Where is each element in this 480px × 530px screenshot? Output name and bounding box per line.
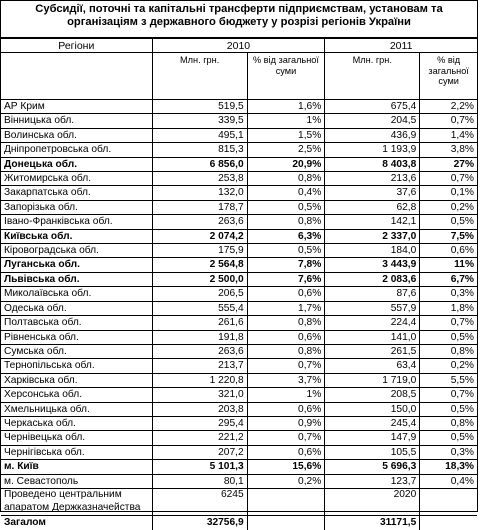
pct-2010-cell: 0,9%: [247, 416, 325, 430]
region-cell: Дніпропетровська обл.: [1, 143, 152, 157]
region-cell: Кіровоградська обл.: [1, 244, 152, 258]
header-year-2010: 2010: [152, 39, 325, 53]
pct-2010-cell: 7,8%: [247, 258, 325, 272]
pct-2011-cell: 0,7%: [420, 172, 477, 186]
value-2011-cell: 105,5: [325, 445, 420, 459]
total-pct-2010: [247, 515, 325, 530]
table-row: [1, 330, 477, 344]
table-row: [1, 143, 477, 157]
value-2010-cell: 207,2: [152, 445, 247, 459]
header-regions: Регіони: [1, 39, 152, 53]
value-2010-cell: 263,6: [152, 344, 247, 358]
pct-2011-cell: 0,3%: [420, 445, 477, 459]
table-row: [1, 316, 477, 330]
value-2010-cell: 1 220,8: [152, 373, 247, 387]
total-value-2010: 32756,9: [152, 515, 247, 530]
total-value-2011: 31171,5: [325, 515, 420, 530]
region-cell: Миколаївська обл.: [1, 287, 152, 301]
total-row: [1, 515, 477, 530]
value-2011-cell: 1 719,0: [325, 373, 420, 387]
value-2010-cell: 321,0: [152, 388, 247, 402]
table-row: [1, 186, 477, 200]
value-2011-cell: 147,9: [325, 431, 420, 445]
region-cell: м. Севастополь: [1, 474, 152, 488]
region-cell: Сумська обл.: [1, 344, 152, 358]
table-row: [1, 128, 477, 142]
pct-2010-cell: 0,7%: [247, 359, 325, 373]
region-cell: Рівненська обл.: [1, 330, 152, 344]
table-footer: [1, 488, 477, 530]
pct-2011-cell: 3,8%: [420, 143, 477, 157]
region-cell: Вінницька обл.: [1, 114, 152, 128]
value-2011-cell: 261,5: [325, 344, 420, 358]
value-2011-cell: 184,0: [325, 244, 420, 258]
header-regions-empty: [1, 53, 152, 100]
header-mln-2011: Млн. грн.: [325, 53, 420, 100]
table-row: [1, 114, 477, 128]
table-row: [1, 402, 477, 416]
header-row-units: [1, 53, 477, 100]
table-row: [1, 416, 477, 430]
pct-2010-cell: 7,6%: [247, 272, 325, 286]
pct-2011-cell: 0,1%: [420, 186, 477, 200]
table-row: [1, 373, 477, 387]
value-2010-cell: 80,1: [152, 474, 247, 488]
treasury-value-2011: 2020: [325, 488, 420, 515]
pct-2010-cell: 0,6%: [247, 445, 325, 459]
header-pct-2010: % від загальної суми: [247, 53, 325, 100]
value-2011-cell: 8 403,8: [325, 157, 420, 171]
treasury-row: [1, 488, 477, 515]
value-2010-cell: 213,7: [152, 359, 247, 373]
pct-2011-cell: 0,3%: [420, 287, 477, 301]
value-2011-cell: 204,5: [325, 114, 420, 128]
table-row: [1, 215, 477, 229]
region-cell: Львівська обл.: [1, 272, 152, 286]
value-2010-cell: 263,6: [152, 215, 247, 229]
table-row: [1, 287, 477, 301]
header-row-years: [1, 39, 477, 53]
pct-2011-cell: 0,5%: [420, 402, 477, 416]
pct-2010-cell: 1%: [247, 388, 325, 402]
value-2011-cell: 1 193,9: [325, 143, 420, 157]
treasury-value-2010: 6245: [152, 488, 247, 515]
table-row: [1, 460, 477, 474]
value-2011-cell: 142,1: [325, 215, 420, 229]
pct-2011-cell: 0,8%: [420, 416, 477, 430]
value-2010-cell: 5 101,3: [152, 460, 247, 474]
value-2010-cell: 2 500,0: [152, 272, 247, 286]
region-cell: Черкаська обл.: [1, 416, 152, 430]
pct-2011-cell: 1,4%: [420, 128, 477, 142]
value-2011-cell: 141,0: [325, 330, 420, 344]
pct-2010-cell: 6,3%: [247, 229, 325, 243]
pct-2011-cell: 2,2%: [420, 100, 477, 114]
total-pct-2011: [420, 515, 477, 530]
pct-2011-cell: 0,5%: [420, 431, 477, 445]
value-2010-cell: 175,9: [152, 244, 247, 258]
region-cell: Хмельницька обл.: [1, 402, 152, 416]
pct-2010-cell: 0,8%: [247, 344, 325, 358]
value-2010-cell: 495,1: [152, 128, 247, 142]
pct-2011-cell: 27%: [420, 157, 477, 171]
value-2011-cell: 62,8: [325, 200, 420, 214]
pct-2010-cell: 0,6%: [247, 330, 325, 344]
treasury-pct-2011: [420, 488, 477, 515]
value-2010-cell: 253,8: [152, 172, 247, 186]
value-2010-cell: 132,0: [152, 186, 247, 200]
region-cell: Запорізька обл.: [1, 200, 152, 214]
pct-2011-cell: 1,8%: [420, 301, 477, 315]
table-row: [1, 431, 477, 445]
region-cell: Луганська обл.: [1, 258, 152, 272]
value-2011-cell: 3 443,9: [325, 258, 420, 272]
value-2010-cell: 261,6: [152, 316, 247, 330]
pct-2010-cell: 0,6%: [247, 287, 325, 301]
treasury-pct-2010: [247, 488, 325, 515]
pct-2010-cell: 0,5%: [247, 244, 325, 258]
value-2011-cell: 87,6: [325, 287, 420, 301]
pct-2011-cell: 6,7%: [420, 272, 477, 286]
pct-2011-cell: 0,5%: [420, 330, 477, 344]
pct-2010-cell: 0,6%: [247, 402, 325, 416]
region-cell: Чернівецька обл.: [1, 431, 152, 445]
value-2010-cell: 339,5: [152, 114, 247, 128]
region-cell: Херсонська обл.: [1, 388, 152, 402]
value-2011-cell: 436,9: [325, 128, 420, 142]
pct-2010-cell: 20,9%: [247, 157, 325, 171]
table-row: [1, 388, 477, 402]
pct-2010-cell: 0,8%: [247, 316, 325, 330]
value-2010-cell: 2 074,2: [152, 229, 247, 243]
region-cell: Івано-Франківська обл.: [1, 215, 152, 229]
total-label: Загалом: [1, 515, 152, 530]
table-row: [1, 200, 477, 214]
table-row: [1, 272, 477, 286]
pct-2010-cell: 0,5%: [247, 200, 325, 214]
pct-2011-cell: 0,8%: [420, 344, 477, 358]
value-2010-cell: 191,8: [152, 330, 247, 344]
table-title: Субсидії, поточні та капітальні трансферти підприємствам, установам та організаціям з державного бюджету у розрізі регіонів України: [1, 1, 477, 38]
pct-2011-cell: 0,6%: [420, 244, 477, 258]
table-row: [1, 344, 477, 358]
header-mln-2010: Млн. грн.: [152, 53, 247, 100]
table-row: [1, 244, 477, 258]
value-2011-cell: 37,6: [325, 186, 420, 200]
pct-2011-cell: 0,2%: [420, 359, 477, 373]
value-2011-cell: 213,6: [325, 172, 420, 186]
value-2011-cell: 557,9: [325, 301, 420, 315]
pct-2011-cell: 0,7%: [420, 388, 477, 402]
region-cell: Одеська обл.: [1, 301, 152, 315]
treasury-label: Проведено центральним апаратом Держказначейства: [1, 488, 152, 515]
region-cell: Київська обл.: [1, 229, 152, 243]
pct-2011-cell: 0,4%: [420, 474, 477, 488]
pct-2010-cell: 0,2%: [247, 474, 325, 488]
pct-2010-cell: 1,7%: [247, 301, 325, 315]
pct-2010-cell: 0,7%: [247, 431, 325, 445]
table-row: [1, 301, 477, 315]
value-2010-cell: 519,5: [152, 100, 247, 114]
pct-2011-cell: 0,5%: [420, 215, 477, 229]
region-cell: Чернігівська обл.: [1, 445, 152, 459]
table-row: [1, 229, 477, 243]
value-2010-cell: 555,4: [152, 301, 247, 315]
table-row: [1, 258, 477, 272]
pct-2010-cell: 1,5%: [247, 128, 325, 142]
value-2011-cell: 208,5: [325, 388, 420, 402]
region-cell: Тернопільська обл.: [1, 359, 152, 373]
pct-2010-cell: 1%: [247, 114, 325, 128]
value-2010-cell: 295,4: [152, 416, 247, 430]
region-cell: м. Київ: [1, 460, 152, 474]
table-body: [1, 100, 477, 489]
region-cell: Житомирська обл.: [1, 172, 152, 186]
value-2010-cell: 815,3: [152, 143, 247, 157]
pct-2011-cell: 5,5%: [420, 373, 477, 387]
table-row: [1, 100, 477, 114]
pct-2010-cell: 2,5%: [247, 143, 325, 157]
value-2010-cell: 221,2: [152, 431, 247, 445]
pct-2011-cell: 11%: [420, 258, 477, 272]
header-year-2011: 2011: [325, 39, 477, 53]
pct-2010-cell: 0,8%: [247, 215, 325, 229]
pct-2010-cell: 3,7%: [247, 373, 325, 387]
value-2010-cell: 178,7: [152, 200, 247, 214]
value-2011-cell: 150,0: [325, 402, 420, 416]
table-row: [1, 445, 477, 459]
table-row: [1, 474, 477, 488]
value-2011-cell: 2 337,0: [325, 229, 420, 243]
pct-2011-cell: 18,3%: [420, 460, 477, 474]
region-cell: Закарпатська обл.: [1, 186, 152, 200]
value-2011-cell: 675,4: [325, 100, 420, 114]
value-2010-cell: 206,5: [152, 287, 247, 301]
table-row: [1, 172, 477, 186]
pct-2011-cell: 7,5%: [420, 229, 477, 243]
value-2011-cell: 63,4: [325, 359, 420, 373]
pct-2010-cell: 0,8%: [247, 172, 325, 186]
value-2011-cell: 245,4: [325, 416, 420, 430]
value-2010-cell: 2 564,8: [152, 258, 247, 272]
region-cell: Полтавська обл.: [1, 316, 152, 330]
table-row: [1, 359, 477, 373]
pct-2011-cell: 0,7%: [420, 316, 477, 330]
regions-table: [1, 38, 477, 530]
value-2011-cell: 5 696,3: [325, 460, 420, 474]
region-cell: Волинська обл.: [1, 128, 152, 142]
value-2010-cell: 6 856,0: [152, 157, 247, 171]
value-2010-cell: 203,8: [152, 402, 247, 416]
pct-2010-cell: 1,6%: [247, 100, 325, 114]
value-2011-cell: 2 083,6: [325, 272, 420, 286]
value-2011-cell: 123,7: [325, 474, 420, 488]
table-row: [1, 157, 477, 171]
value-2011-cell: 224,4: [325, 316, 420, 330]
region-cell: АР Крим: [1, 100, 152, 114]
pct-2010-cell: 15,6%: [247, 460, 325, 474]
header-pct-2011: % від загальної суми: [420, 53, 477, 100]
region-cell: Донецька обл.: [1, 157, 152, 171]
pct-2010-cell: 0,4%: [247, 186, 325, 200]
pct-2011-cell: 0,2%: [420, 200, 477, 214]
region-cell: Харківська обл.: [1, 373, 152, 387]
pct-2011-cell: 0,7%: [420, 114, 477, 128]
